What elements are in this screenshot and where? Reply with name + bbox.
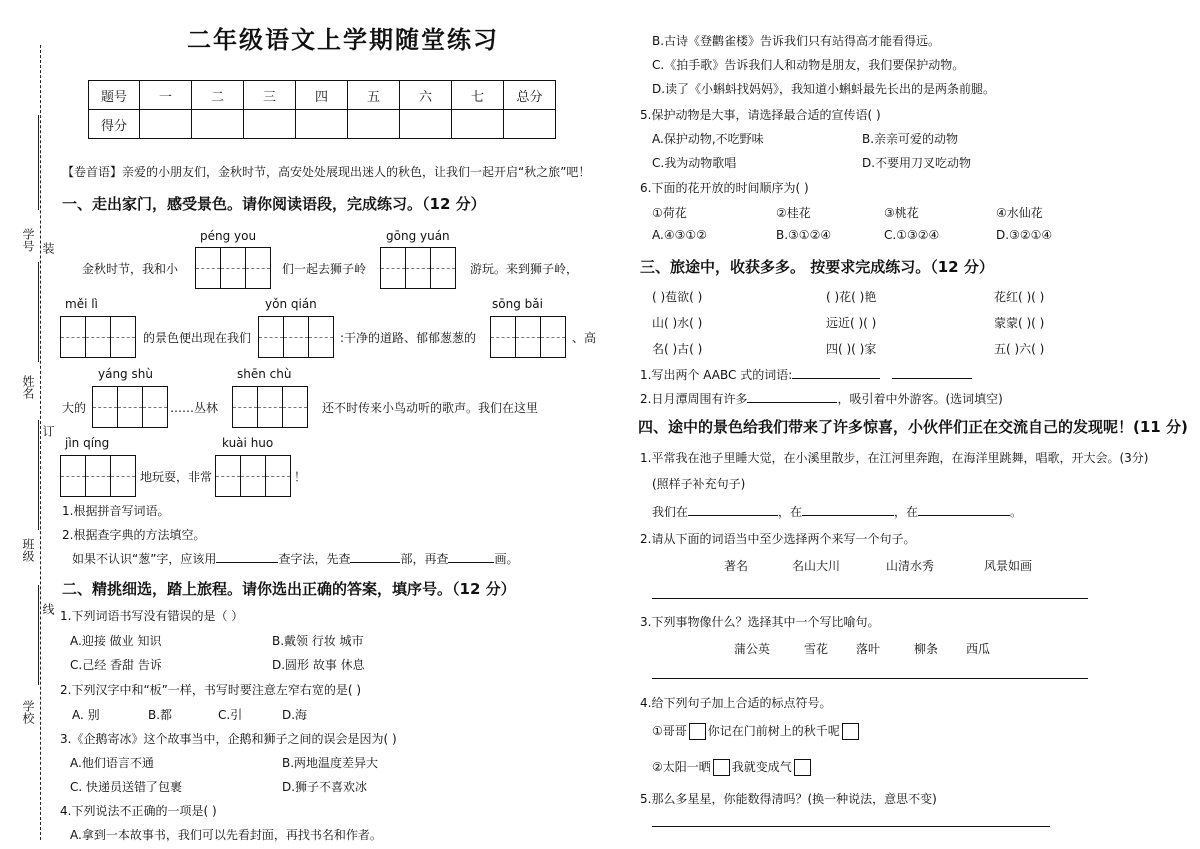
blank-sentence-1[interactable] [688, 515, 778, 516]
s2-q6-optB: B.③①②④ [776, 228, 832, 242]
s1-q2-line [72, 550, 518, 567]
s4-q4-a [652, 722, 861, 740]
object-option: 蒲公英 [734, 642, 771, 656]
s2-q2-optD: D.海 [282, 708, 308, 722]
answer-line[interactable] [652, 826, 1050, 827]
score-header-cell: 题号 [89, 81, 140, 110]
s4-q1-line [652, 503, 1022, 520]
writing-grid[interactable] [258, 316, 334, 358]
score-header-cell: 七 [452, 81, 504, 110]
s4-q4-b [652, 758, 813, 776]
s2-q2-optB: B.都 [148, 708, 173, 722]
passage-text: 、高 [572, 331, 597, 345]
s2-q6: 6.下面的花开放的时间顺序为( ) [640, 181, 809, 195]
passage-text: 金秋时节，我和小 [82, 262, 179, 276]
idiom-blank[interactable]: 四( )( )家 [826, 342, 877, 356]
answer-line[interactable] [652, 598, 1088, 599]
score-header-cell: 三 [244, 81, 296, 110]
s2-q4-optA: A.拿到一本故事书，我们可以先看封面，再找书名和作者。 [70, 828, 382, 842]
s2-q4-optB: B.古诗《登鹳雀楼》告诉我们只有站得高才能看得远。 [652, 34, 941, 48]
margin-label-class: 班级 [21, 538, 35, 562]
s3-q1 [640, 366, 972, 383]
s2-q3: 3.《企鹅寄冰》这个故事当中，企鹅和狮子之间的误会是因为( ) [60, 732, 397, 746]
pinyin-label: yǒn qián [265, 297, 317, 311]
s4-q1-text: ，在 [894, 505, 919, 519]
passage-text: 们一起去狮子岭 [282, 262, 367, 276]
q2-text: 画。 [494, 552, 519, 566]
passage-text: 地玩耍，非常 [140, 470, 213, 484]
pinyin-label: sōng bǎi [492, 297, 543, 311]
blank-method[interactable] [216, 562, 278, 563]
s2-q6-optD: D.③②①④ [996, 228, 1053, 242]
s4-q1-text: 我们在 [652, 505, 689, 519]
s2-q6-item: ③桃花 [884, 206, 919, 220]
score-input-cell[interactable] [296, 110, 348, 139]
s2-q2-optC: C.引 [218, 708, 243, 722]
binding-cut-line [40, 45, 41, 840]
punctuation-box[interactable] [794, 759, 811, 776]
idiom-blank[interactable]: 花红( )( ) [994, 290, 1045, 304]
s3-q1-text: 1.写出两个 AABC 式的词语: [640, 368, 793, 382]
blank-sentence-2[interactable] [802, 515, 894, 516]
passage-text: 的景色便出现在我们 [143, 331, 252, 345]
pinyin-label: yáng shù [98, 367, 153, 381]
s2-q5-optB: B.亲亲可爱的动物 [862, 132, 959, 146]
writing-grid[interactable] [195, 247, 271, 289]
pinyin-label: měi lì [65, 297, 98, 311]
score-header-cell: 六 [400, 81, 452, 110]
blank-aabc-2[interactable] [892, 378, 972, 379]
s3-q2 [640, 390, 1003, 407]
writing-grid[interactable] [232, 386, 308, 428]
s2-q4-optC: C.《拍手歌》告诉我们人和动物是朋友，我们要保护动物。 [652, 58, 965, 72]
s4-q4: 4.给下列句子加上合适的标点符号。 [640, 696, 832, 710]
s2-q5: 5.保护动物是大事，请选择最合适的宣传语( ) [640, 108, 881, 122]
score-label-cell: 得分 [89, 110, 140, 139]
s2-q6-optA: A.④③①② [652, 228, 707, 242]
idiom-blank[interactable]: 五( )六( ) [994, 342, 1045, 356]
s2-q2: 2.下列汉字中和“板”一样，书写时要注意左窄右宽的是( ) [60, 683, 362, 697]
page-title: 二年级语文上学期随堂练习 [187, 26, 499, 54]
s2-q3-optD: D.狮子不喜欢冰 [282, 780, 368, 794]
passage-text: :干净的道路、郁郁葱葱的 [340, 331, 477, 345]
object-option: 柳条 [914, 642, 939, 656]
object-option: 西瓜 [966, 642, 991, 656]
writing-grid[interactable] [92, 386, 168, 428]
s2-q4-optD: D.读了《小蝌蚪找妈妈》，我知道小蝌蚪最先长出的是两条前腿。 [652, 82, 996, 96]
blank-sentence-3[interactable] [918, 515, 1010, 516]
s4-q4-text: 我就变成气 [731, 760, 792, 774]
s2-q2-optA: A. 别 [72, 708, 100, 722]
margin-mark-zhuang: 装 [41, 242, 55, 254]
score-input-cell[interactable] [452, 110, 504, 139]
s2-q1: 1.下列词语书写没有错误的是（ ） [60, 609, 244, 623]
margin-id-line [38, 115, 39, 210]
writing-grid[interactable] [60, 316, 136, 358]
s2-q6-item: ④水仙花 [996, 206, 1043, 220]
object-option: 雪花 [804, 642, 829, 656]
s2-q5-optA: A.保护动物,不吃野味 [652, 132, 764, 146]
s2-q6-item: ①荷花 [652, 206, 687, 220]
score-input-cell[interactable] [244, 110, 296, 139]
score-header-row [89, 81, 556, 110]
idiom-blank[interactable]: ( )花( )艳 [826, 290, 877, 304]
s2-q1-optD: D.圆形 故事 休息 [272, 658, 365, 672]
punctuation-box[interactable] [713, 759, 730, 776]
margin-name-line [38, 262, 39, 362]
blank-strokes[interactable] [448, 562, 494, 563]
s4-q1-text: 。 [1010, 505, 1023, 519]
score-header-cell: 四 [296, 81, 348, 110]
passage-text: 大的 [62, 401, 87, 415]
margin-class-line [38, 420, 39, 530]
s2-q3-optB: B.两地温度差异大 [282, 756, 379, 770]
s2-q6-optC: C.①③②④ [884, 228, 940, 242]
punctuation-box[interactable] [689, 723, 706, 740]
q2-text: 查字法，先查 [278, 552, 351, 566]
idiom-blank[interactable]: 蒙蒙( )( ) [994, 316, 1045, 330]
word-option: 风景如画 [984, 559, 1033, 573]
s2-q1-optC: C.己经 香甜 告诉 [70, 658, 162, 672]
word-option: 山清水秀 [886, 559, 935, 573]
passage-text: ！ [294, 470, 307, 484]
s2-q5-optC: C.我为动物歌唱 [652, 156, 737, 170]
s4-q3: 3.下列事物像什么？选择其中一个写比喻句。 [640, 615, 880, 629]
pinyin-label: kuài huo [222, 436, 274, 450]
passage-text: 还不时传来小鸟动听的歌声。我们在这里 [322, 401, 539, 415]
margin-label-id: 学号 [21, 228, 35, 252]
writing-grid[interactable] [215, 455, 291, 497]
blank-fill-word[interactable] [747, 402, 837, 403]
section-2-heading: 二、精挑细选，踏上旅程。请你选出正确的答案，填序号。（12 分） [62, 580, 516, 598]
idiom-blank[interactable]: 山( )水( ) [652, 316, 703, 330]
q2-text: 部，再查 [400, 552, 449, 566]
section-1-heading: 一、走出家门，感受景色。请你阅读语段，完成练习。（12 分） [62, 195, 486, 213]
score-input-cell[interactable] [192, 110, 244, 139]
idiom-blank[interactable]: ( )苞欲( ) [652, 290, 703, 304]
score-header-cell: 二 [192, 81, 244, 110]
passage-text: 游玩。来到狮子岭， [470, 262, 579, 276]
blank-aabc-1[interactable] [792, 378, 880, 379]
s2-q1-optB: B.戴领 行妆 城市 [272, 634, 364, 648]
s2-q3-optA: A.他们语言不通 [70, 756, 154, 770]
section-4-heading: 四、途中的景色给我们带来了许多惊喜，小伙伴们正在交流自己的发现呢！(11 分) [638, 418, 1188, 436]
margin-label-name: 姓名 [21, 375, 35, 399]
s1-q1: 1.根据拼音写词语。 [62, 504, 170, 518]
s4-q2: 2.请从下面的词语当中至少选择两个来写一个句子。 [640, 532, 916, 546]
s3-q2-text: ，吸引着中外游客。(选词填空) [837, 392, 1003, 406]
margin-label-school: 学校 [21, 700, 35, 724]
s4-q1-text: ，在 [778, 505, 803, 519]
s2-q6-item: ②桂花 [776, 206, 811, 220]
idiom-blank[interactable]: 名( )古( ) [652, 342, 703, 356]
answer-line[interactable] [652, 678, 1088, 679]
s4-q5: 5.那么多星星，你能数得清吗？(换一种说法，意思不变) [640, 792, 937, 806]
pinyin-label: shēn chù [237, 367, 292, 381]
s4-q4-text: 你记在门前树上的秋千呢 [707, 724, 840, 738]
s4-q1-note: (照样子补充句子) [652, 477, 746, 491]
score-value-row [89, 110, 556, 139]
s4-q4-text: ①哥哥 [652, 724, 687, 738]
score-input-cell[interactable] [140, 110, 192, 139]
s3-q2-text: 2.日月潭周围有许多 [640, 392, 748, 406]
s4-q4-text: ②太阳一晒 [652, 760, 711, 774]
pinyin-label: jìn qíng [65, 436, 110, 450]
s2-q3-optC: C. 快递员送错了包裹 [70, 780, 183, 794]
blank-radical[interactable] [350, 562, 400, 563]
margin-mark-ding: 订 [41, 425, 55, 437]
s2-q4: 4.下列说法不正确的一项是( ) [60, 804, 217, 818]
idiom-blank[interactable]: 远近( )( ) [826, 316, 877, 330]
writing-grid[interactable] [60, 455, 136, 497]
intro-text: 【卷首语】亲爱的小朋友们，金秋时节，高安处处展现出迷人的秋色，让我们一起开启“秋之旅”吧！ [62, 165, 591, 179]
score-table [88, 80, 556, 139]
writing-grid[interactable] [380, 247, 456, 289]
margin-school-line [38, 585, 39, 685]
object-option: 落叶 [856, 642, 881, 656]
q2-text: 如果不认识“葱”字，应该用 [72, 552, 217, 566]
s1-q2: 2.根据查字典的方法填空。 [62, 528, 206, 542]
score-input-cell[interactable] [504, 110, 556, 139]
section-3-heading: 三、旅途中，收获多多。 按要求完成练习。（12 分） [640, 258, 994, 276]
pinyin-label: gōng yuán [386, 229, 450, 243]
margin-mark-xian: 线 [41, 603, 55, 615]
s4-q1: 1.平常我在池子里睡大觉，在小溪里散步，在江河里奔跑，在海洋里跳舞，唱歌，开大会。(3分) [640, 451, 1149, 465]
word-option: 名山大川 [792, 559, 841, 573]
writing-grid[interactable] [490, 316, 566, 358]
s2-q1-optA: A.迎接 做业 知识 [70, 634, 162, 648]
punctuation-box[interactable] [842, 723, 859, 740]
pinyin-label: péng you [200, 229, 257, 243]
score-header-cell: 总分 [504, 81, 556, 110]
passage-text: ……丛林 [170, 401, 219, 415]
score-input-cell[interactable] [348, 110, 400, 139]
score-header-cell: 五 [348, 81, 400, 110]
word-option: 著名 [724, 559, 749, 573]
s2-q5-optD: D.不要用刀叉吃动物 [862, 156, 972, 170]
score-input-cell[interactable] [400, 110, 452, 139]
score-header-cell: 一 [140, 81, 192, 110]
